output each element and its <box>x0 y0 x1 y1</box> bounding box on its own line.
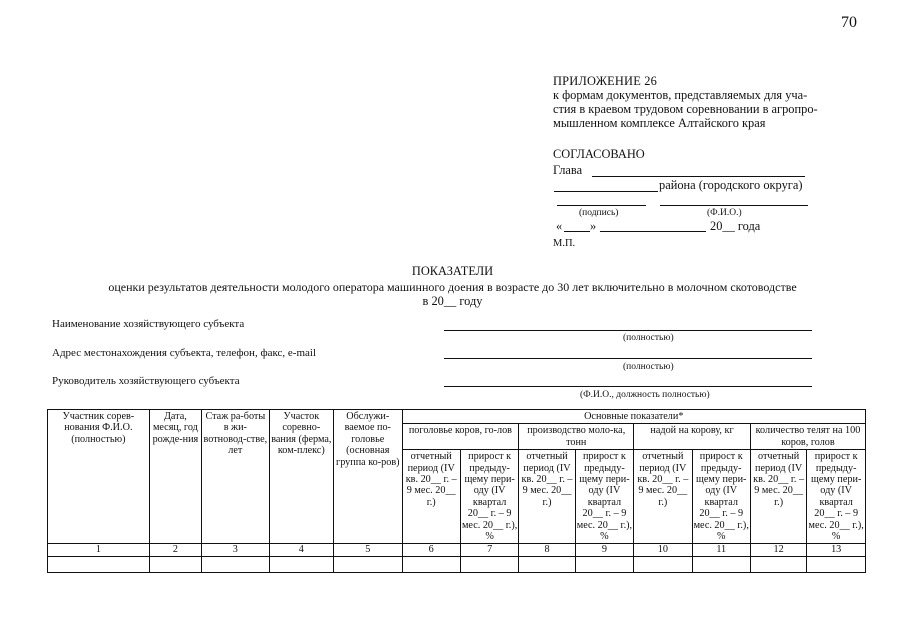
table-row <box>48 557 866 573</box>
district-label: района (городского округа) <box>659 178 803 192</box>
fio-caption: (Ф.И.О.) <box>707 208 742 218</box>
header-growth: прирост к предыду-щему пери-оду (IV квартал 20__ г. – 9 мес. 20__ г.), % <box>693 451 749 543</box>
signature-line[interactable] <box>557 205 646 206</box>
district-name-line[interactable] <box>554 191 658 192</box>
header-group-calves: количество телят на 100 коров, голов <box>750 424 865 450</box>
column-number: 1 <box>48 544 150 557</box>
table-cell[interactable] <box>460 557 518 573</box>
field-line-address[interactable] <box>444 358 812 359</box>
field-caption-address: (полностью) <box>623 362 674 372</box>
column-number: 11 <box>692 544 750 557</box>
column-number: 10 <box>634 544 692 557</box>
table-cell[interactable] <box>269 557 333 573</box>
column-number: 8 <box>519 544 575 557</box>
appendix-desc-line: стия в краевом трудовом соревновании в агропро- <box>553 102 818 116</box>
appendix-title: ПРИЛОЖЕНИЕ 26 <box>553 74 658 88</box>
table-cell[interactable] <box>575 557 633 573</box>
fio-line[interactable] <box>660 205 808 206</box>
column-number: 4 <box>269 544 333 557</box>
header-growth: прирост к предыду-щему пери-оду (IV квартал 20__ г. – 9 мес. 20__ г.), % <box>808 451 864 543</box>
date-day-line[interactable] <box>564 231 590 232</box>
header-report-period: отчетный период (IV кв. 20__ г. – 9 мес. 20__ г.) <box>750 450 806 544</box>
column-number: 2 <box>149 544 201 557</box>
date-month-line[interactable] <box>600 231 706 232</box>
signature-caption: (подпись) <box>579 208 619 218</box>
header-report-period: отчетный период (IV кв. 20__ г. – 9 мес. 20__ г.) <box>634 450 692 544</box>
header-herd: Обслужи-ваемое по-головье (основная группа ко-ров) <box>334 410 402 544</box>
field-line-org[interactable] <box>444 330 812 331</box>
column-number: 13 <box>807 544 866 557</box>
header-group-cows: поголовье коров, го-лов <box>402 424 519 450</box>
table-cell[interactable] <box>692 557 750 573</box>
field-line-manager[interactable] <box>444 386 812 387</box>
date-open-quote: « <box>556 219 563 233</box>
date-close-quote: » <box>590 219 597 233</box>
appendix-desc-line: мышленном комплексе Алтайского края <box>553 116 766 130</box>
page-year: в 20__ году <box>422 294 483 308</box>
header-experience: Стаж ра-боты в жи-вотновод-стве, лет <box>202 410 269 544</box>
table-cell[interactable] <box>807 557 866 573</box>
column-number: 12 <box>750 544 806 557</box>
field-caption-manager: (Ф.И.О., должность полностью) <box>580 390 710 400</box>
header-report-period: отчетный период (IV кв. 20__ г. – 9 мес. 20__ г.) <box>402 450 460 544</box>
table-cell[interactable] <box>202 557 269 573</box>
column-number: 7 <box>460 544 518 557</box>
appendix-block <box>553 74 859 130</box>
header-group-milk: производство моло-ка, тонн <box>519 424 634 450</box>
agreed-label: СОГЛАСОВАНО <box>553 147 645 161</box>
column-number: 6 <box>402 544 460 557</box>
head-label: Глава <box>553 163 583 177</box>
table-cell[interactable] <box>334 557 402 573</box>
column-number: 9 <box>575 544 633 557</box>
header-birth: Дата, месяц, год рожде-ния <box>149 410 201 544</box>
page-number: 70 <box>841 14 857 31</box>
appendix-description <box>553 88 859 130</box>
date-year: 20__ года <box>710 219 761 233</box>
table-cell[interactable] <box>48 557 150 573</box>
header-participant: Участник сорев-нования Ф.И.О. (полностью) <box>48 410 150 544</box>
indicators-table <box>47 409 866 573</box>
field-label-address: Адрес местонахождения субъекта, телефон, факс, e-mail <box>52 347 317 359</box>
table-cell[interactable] <box>519 557 575 573</box>
header-report-period: отчетный период (IV кв. 20__ г. – 9 мес. 20__ г.) <box>519 450 575 544</box>
field-caption-org: (полностью) <box>623 333 674 343</box>
seal-label: М.П. <box>553 238 576 249</box>
head-name-line[interactable] <box>592 176 805 177</box>
table-cell[interactable] <box>149 557 201 573</box>
header-site: Участок соревно-вания (ферма, ком-плекс) <box>269 410 333 544</box>
header-group-yield: надой на корову, кг <box>634 424 751 450</box>
appendix-desc-line: к формам документов, представляемых для уча- <box>553 88 808 102</box>
header-growth: прирост к предыду-щему пери-оду (IV квартал 20__ г. – 9 мес. 20__ г.), % <box>461 451 518 543</box>
column-number: 5 <box>334 544 402 557</box>
field-label-manager: Руководитель хозяйствующего субъекта <box>52 375 240 387</box>
header-main: Основные показатели* <box>402 410 865 424</box>
table-cell[interactable] <box>750 557 806 573</box>
column-number: 3 <box>202 544 269 557</box>
header-growth: прирост к предыду-щему пери-оду (IV квартал 20__ г. – 9 мес. 20__ г.), % <box>576 451 633 543</box>
page-title: ПОКАЗАТЕЛИ <box>411 264 494 278</box>
page-subtitle: оценки результатов деятельности молодого оператора машинного доения в возрасте до 30 лет включительно в молочном скотоводстве <box>108 280 797 294</box>
table-cell[interactable] <box>402 557 460 573</box>
table-cell[interactable] <box>634 557 692 573</box>
field-label-org: Наименование хозяйствующего субъекта <box>52 318 245 330</box>
